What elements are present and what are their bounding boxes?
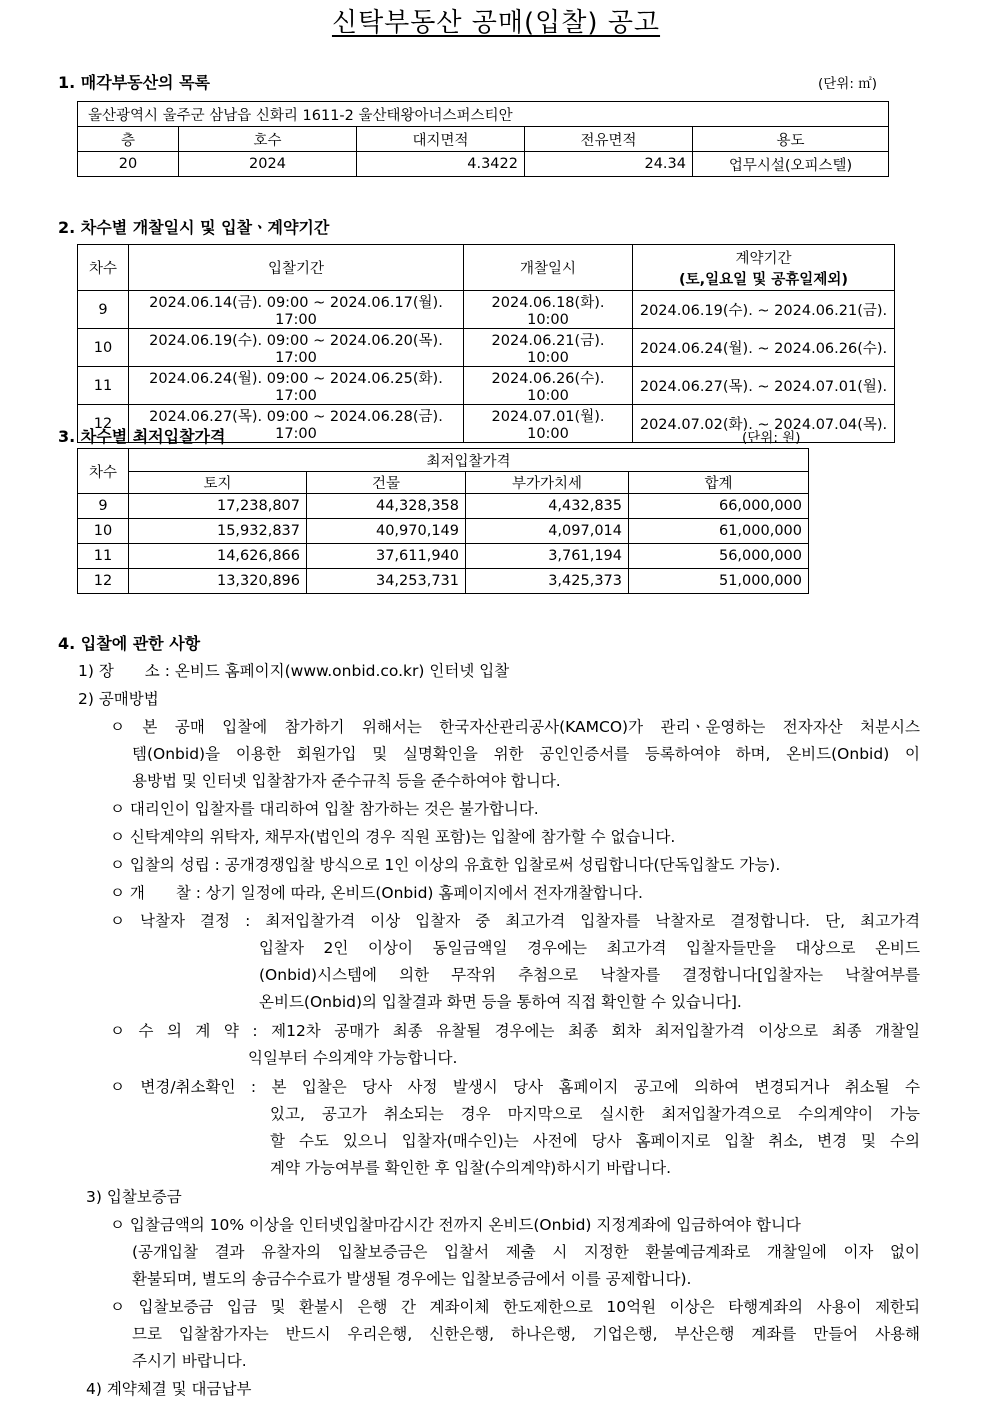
page-title: 신탁부동산 공매(입찰) 공고 — [331, 8, 661, 38]
price-round: 10 — [78, 519, 129, 544]
bullet-change-2: 있고, 공고가 취소되는 경우 마지막으로 실시한 최저입찰가격으로 수의계약이 가능 — [270, 1105, 920, 1123]
bullet-winner-2: 입찰자 2인 이상이 동일금액일 경우에는 최고가격 입찰자들만을 대상으로 온비드 — [259, 939, 920, 957]
cell-unit-no: 2024 — [179, 152, 357, 177]
bullet-transfer-3: 주시기 바랍니다. — [132, 1352, 247, 1370]
th-opening-datetime: 개찰일시 — [464, 245, 633, 291]
sched-contract: 2024.06.24(월). ~ 2024.06.26(수). — [633, 329, 895, 367]
item-method-heading: 2) 공매방법 — [78, 690, 159, 708]
bullet-transfer-2: 므로 입찰참가자는 반드시 우리은행, 신한은행, 하나은행, 기업은행, 부산은행 계좌를 만들어 사용해 — [132, 1325, 920, 1343]
bullet-onbid-2: 템(Onbid)을 이용한 회원가입 및 실명확인을 위한 공인인증서를 등록하여야 하며, 온비드(Onbid) 이 — [132, 745, 920, 763]
contract-period-label: 계약기간 — [735, 250, 792, 267]
section4-heading: 4. 입찰에 관한 사항 — [58, 634, 201, 653]
sched-opening: 2024.07.01(월). 10:00 — [464, 405, 633, 443]
item-location: 1) 장 소 : 온비드 홈페이지(www.onbid.co.kr) 인터넷 입찰 — [78, 662, 510, 680]
th-usage: 용도 — [693, 127, 889, 152]
price-total: 51,000,000 — [629, 569, 809, 594]
price-land: 17,238,807 — [129, 494, 307, 519]
th-vat: 부가가치세 — [466, 472, 629, 494]
bullet-winner-1: ㅇ 낙찰자 결정 : 최저입찰가격 이상 입찰자 중 최고가격 입찰자를 낙찰자로 결정합니다. 단, 최고가격 — [110, 912, 920, 930]
bullet-change-4: 계약 가능여부를 확인한 후 입찰(수의계약)하시기 바랍니다. — [270, 1159, 672, 1177]
bullet-trustor: ㅇ 신탁계약의 위탁자, 채무자(법인의 경우 직원 포함)는 입찰에 참가할 수 없습니다. — [110, 828, 676, 846]
price-building: 34,253,731 — [307, 569, 466, 594]
cell-land-area: 4.3422 — [357, 152, 525, 177]
price-total: 66,000,000 — [629, 494, 809, 519]
price-land: 13,320,896 — [129, 569, 307, 594]
bullet-change-3: 할 수도 있으니 입찰자(매수인)는 사전에 당사 홈페이지로 입찰 취소, 변경 및 수의 — [270, 1132, 920, 1150]
price-vat: 3,425,373 — [466, 569, 629, 594]
sched-round: 12 — [78, 405, 129, 443]
sched-contract: 2024.06.27(목). ~ 2024.07.01(월). — [633, 367, 895, 405]
cell-exclusive-area: 24.34 — [525, 152, 693, 177]
section1-heading: 1. 매각부동산의 목록 — [58, 73, 210, 92]
th-total: 합계 — [629, 472, 809, 494]
item-deposit-heading: 3) 입찰보증금 — [86, 1188, 182, 1206]
property-address: 울산광역시 울주군 삼남읍 신화리 1611-2 울산태왕아너스퍼스티안 — [78, 102, 889, 127]
th-building: 건물 — [307, 472, 466, 494]
price-vat: 4,097,014 — [466, 519, 629, 544]
price-vat: 4,432,835 — [466, 494, 629, 519]
bullet-winner-4: 온비드(Onbid)의 입찰결과 화면 등을 통하여 직접 확인할 수 있습니다]. — [259, 993, 742, 1011]
bullet-opening: ㅇ 개 찰 : 상기 일정에 따라, 온비드(Onbid) 홈페이지에서 전자개찰합니다. — [110, 884, 643, 902]
price-building: 37,611,940 — [307, 544, 466, 569]
bullet-private-1: ㅇ 수 의 계 약 : 제12차 공매가 최종 유찰될 경우에는 최종 회차 최저입찰가격 이상으로 최종 개찰일 — [110, 1022, 920, 1040]
th-min-price: 최저입찰가격 — [129, 449, 809, 472]
sched-opening: 2024.06.21(금). 10:00 — [464, 329, 633, 367]
bullet-deposit-3: 환불되며, 별도의 송금수수료가 발생될 경우에는 입찰보증금에서 이를 공제합니다). — [132, 1270, 692, 1288]
price-round: 12 — [78, 569, 129, 594]
price-building: 44,328,358 — [307, 494, 466, 519]
sched-bid-period: 2024.06.27(목). 09:00 ~ 2024.06.28(금). 17:00 — [129, 405, 464, 443]
bullet-deposit-1: ㅇ 입찰금액의 10% 이상을 인터넷입찰마감시간 전까지 온비드(Onbid) 지정계좌에 입금하여야 합니다 — [110, 1216, 801, 1234]
section2-heading: 2. 차수별 개찰일시 및 입찰ㆍ계약기간 — [58, 218, 330, 237]
price-land: 15,932,837 — [129, 519, 307, 544]
price-building: 40,970,149 — [307, 519, 466, 544]
th-exclusive-area: 전유면적 — [525, 127, 693, 152]
bullet-deposit-2: (공개입찰 결과 유찰자의 입찰보증금은 입찰서 제출 시 지정한 환불예금계좌로 개찰일에 이자 없이 — [132, 1243, 920, 1261]
sched-opening: 2024.06.18(화). 10:00 — [464, 291, 633, 329]
th-unit-no: 호수 — [179, 127, 357, 152]
th-land-area: 대지면적 — [357, 127, 525, 152]
sched-opening: 2024.06.26(수). 10:00 — [464, 367, 633, 405]
item-contract-heading: 4) 계약체결 및 대금납부 — [86, 1380, 252, 1398]
bullet-transfer-1: ㅇ 입찰보증금 입금 및 환불시 은행 간 계좌이체 한도제한으로 10억원 이상은 타행계좌의 사용이 제한되 — [110, 1298, 920, 1316]
section3-heading: 3. 차수별 최저입찰가격 — [58, 427, 226, 446]
bullet-agent: ㅇ 대리인이 입찰자를 대리하여 입찰 참가하는 것은 불가합니다. — [110, 800, 539, 818]
th-land: 토지 — [129, 472, 307, 494]
sched-round: 10 — [78, 329, 129, 367]
price-table — [77, 448, 809, 594]
price-total: 56,000,000 — [629, 544, 809, 569]
th-contract-period — [633, 245, 895, 291]
bullet-validity: ㅇ 입찰의 성립 : 공개경쟁입찰 방식으로 1인 이상의 유효한 입찰로써 성립합니다(단독입찰도 가능). — [110, 856, 781, 874]
th-bid-period: 입찰기간 — [129, 245, 464, 291]
sched-contract: 2024.06.19(수). ~ 2024.06.21(금). — [633, 291, 895, 329]
bullet-private-2: 익일부터 수의계약 가능합니다. — [248, 1049, 458, 1067]
cell-floor: 20 — [78, 152, 179, 177]
sched-bid-period: 2024.06.14(금). 09:00 ~ 2024.06.17(월). 17:00 — [129, 291, 464, 329]
sched-contract: 2024.07.02(화). ~ 2024.07.04(목). — [633, 405, 895, 443]
price-land: 14,626,866 — [129, 544, 307, 569]
sched-bid-period: 2024.06.24(월). 09:00 ~ 2024.06.25(화). 17:00 — [129, 367, 464, 405]
bullet-onbid-3: 용방법 및 인터넷 입찰참가자 준수규칙 등을 준수하여야 합니다. — [132, 772, 561, 790]
section3-unit: (단위: 원) — [742, 430, 801, 446]
property-table — [77, 101, 889, 177]
bullet-winner-3: (Onbid)시스템에 의한 무작위 추첨으로 낙찰자를 결정합니다[입찰자는 낙찰여부를 — [259, 966, 920, 984]
th-floor: 층 — [78, 127, 179, 152]
price-vat: 3,761,194 — [466, 544, 629, 569]
th-price-round: 차수 — [78, 449, 129, 494]
section1-unit: (단위: ㎡) — [818, 76, 877, 92]
price-total: 61,000,000 — [629, 519, 809, 544]
bullet-change-1: ㅇ 변경/취소확인 : 본 입찰은 당사 사정 발생시 당사 홈페이지 공고에 의하여 변경되거나 취소될 수 — [110, 1078, 920, 1096]
contract-period-note: (토,일요일 및 공휴일제외) — [679, 271, 848, 288]
th-round: 차수 — [78, 245, 129, 291]
sched-round: 9 — [78, 291, 129, 329]
price-round: 9 — [78, 494, 129, 519]
schedule-table — [77, 244, 895, 443]
bullet-onbid-1: ㅇ 본 공매 입찰에 참가하기 위해서는 한국자산관리공사(KAMCO)가 관리ㆍ운영하는 전자자산 처분시스 — [110, 718, 920, 736]
sched-round: 11 — [78, 367, 129, 405]
price-round: 11 — [78, 544, 129, 569]
cell-usage: 업무시설(오피스텔) — [693, 152, 889, 177]
sched-bid-period: 2024.06.19(수). 09:00 ~ 2024.06.20(목). 17:00 — [129, 329, 464, 367]
